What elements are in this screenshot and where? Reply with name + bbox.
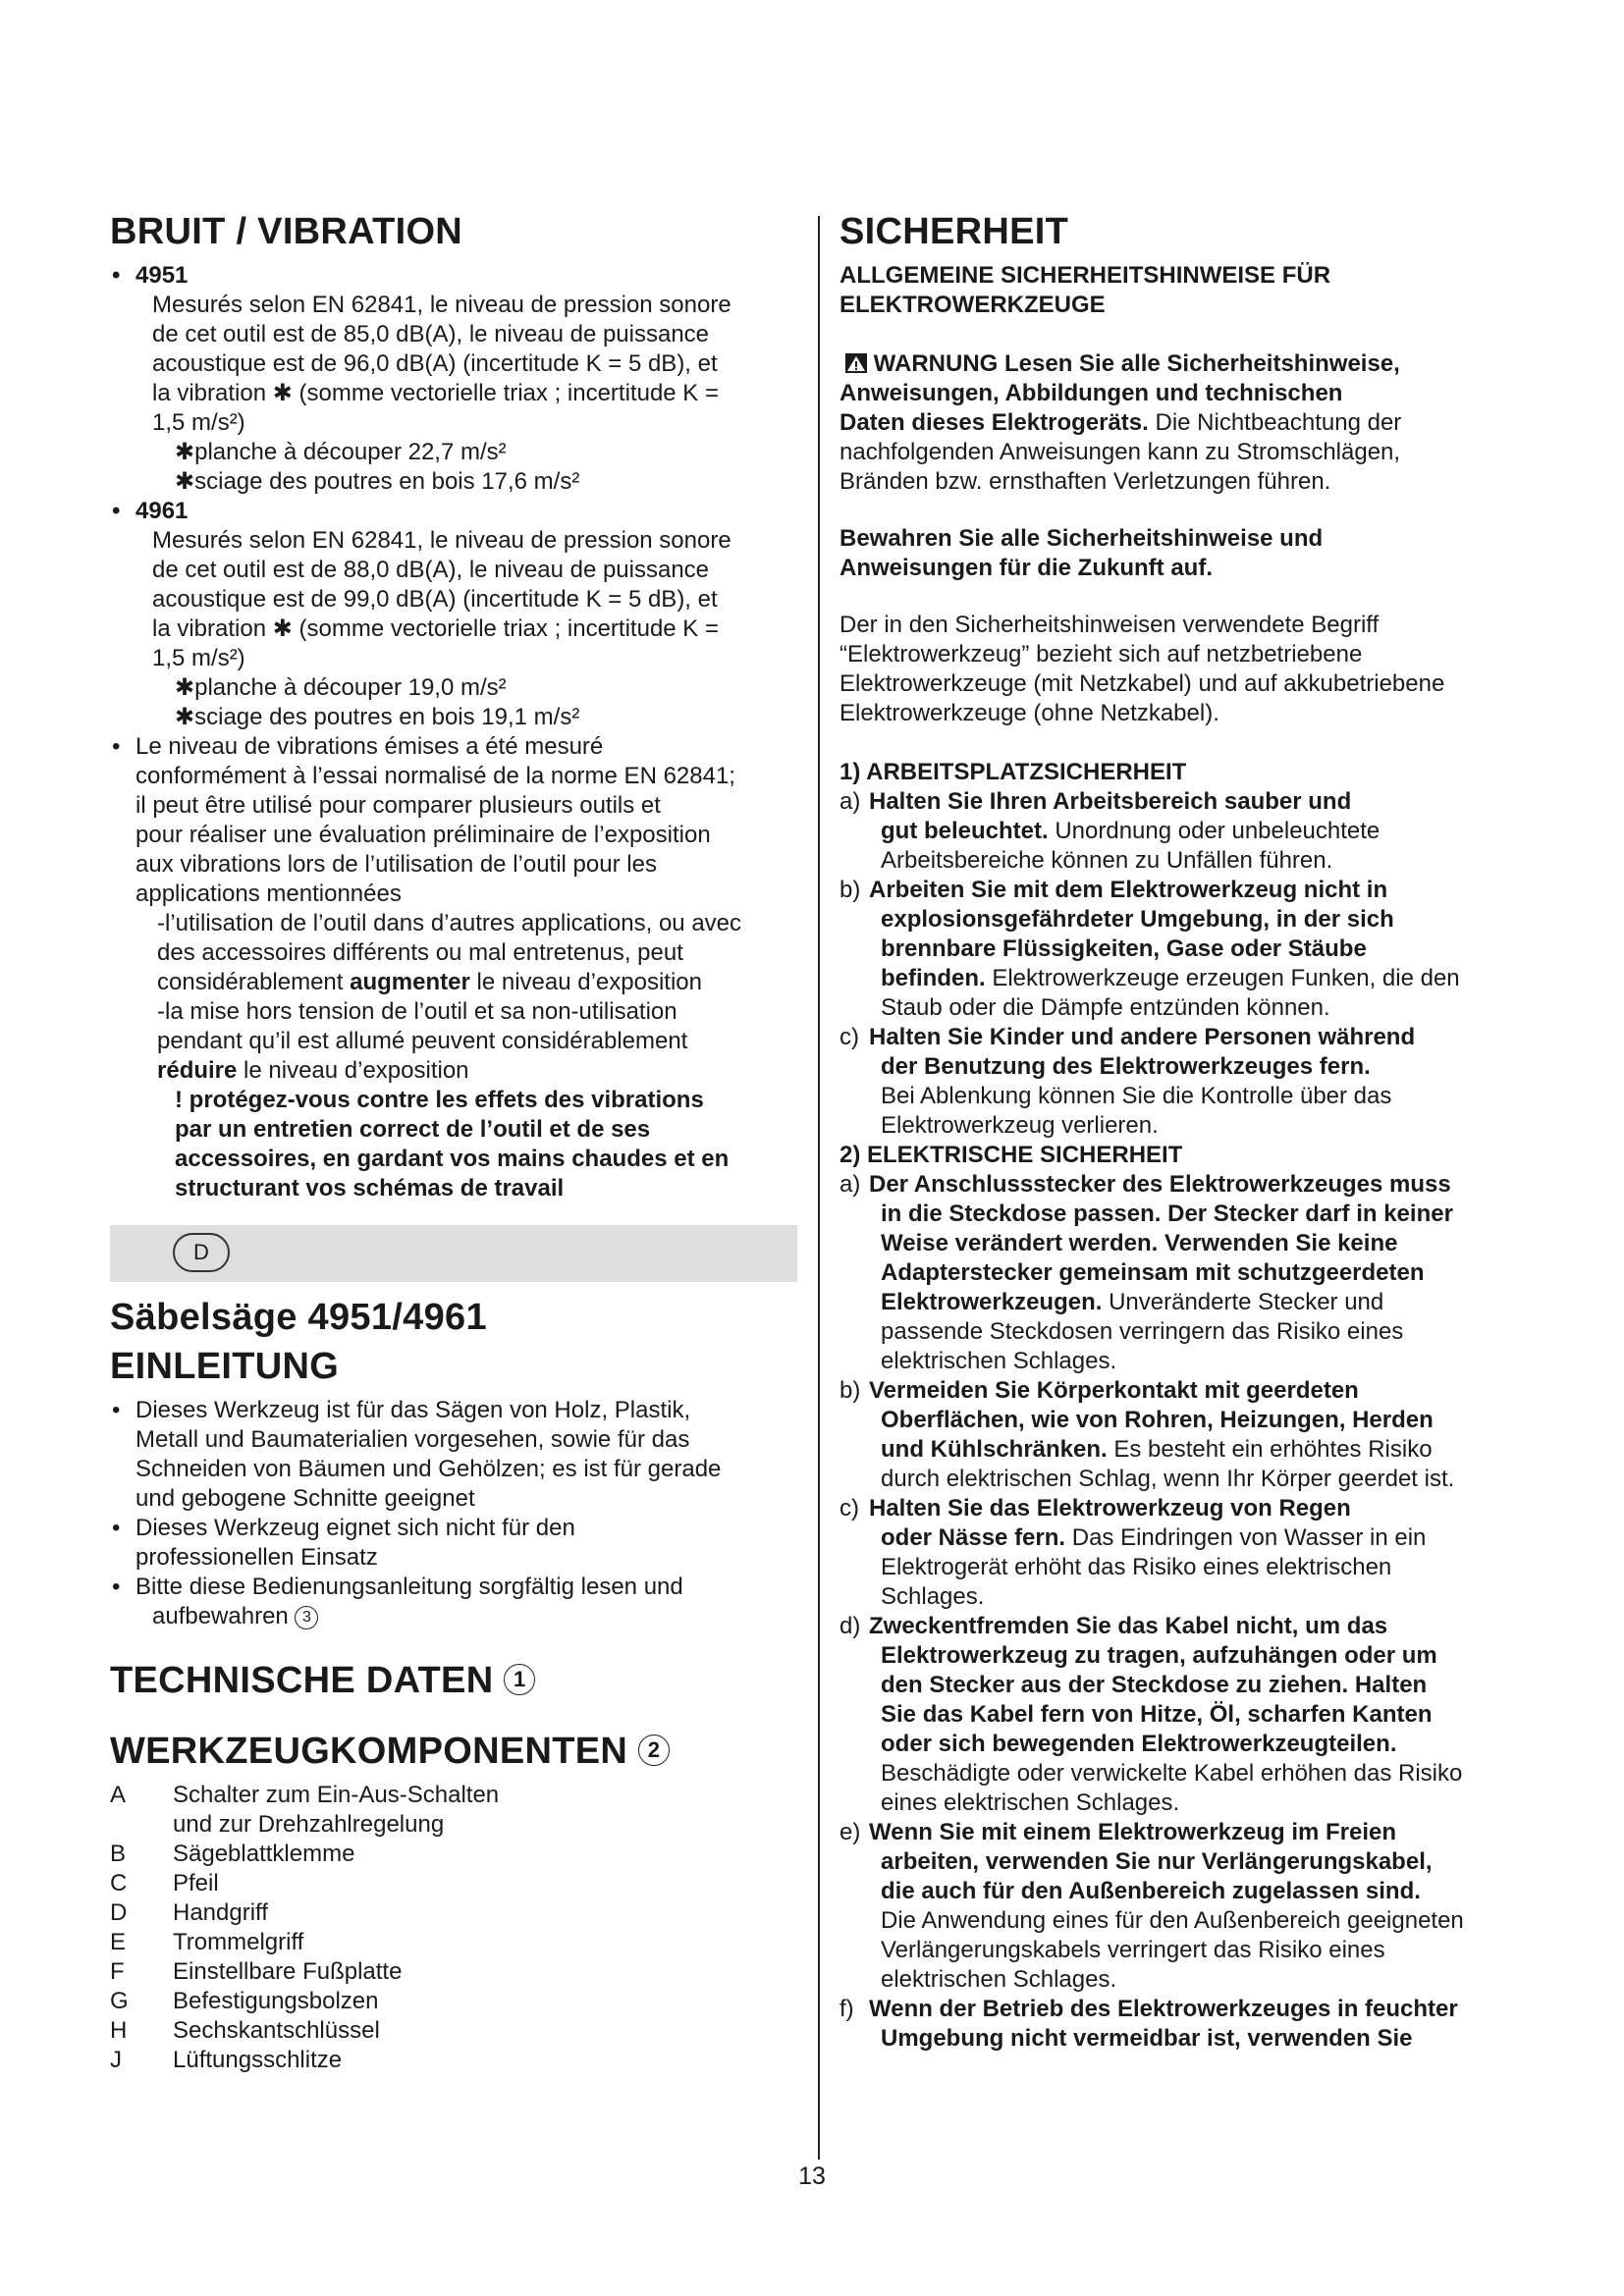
item-line: Umgebung nicht vermeidbar ist, verwenden Sie [881,2025,1413,2052]
sec1-item-c [839,1023,1527,1141]
item-line: elektrischen Schlages. [881,1966,1117,1993]
component-key: D [110,1899,128,1926]
text-line: Mesurés selon EN 62841, le niveau de pression sonore [152,292,731,318]
item-line: Zweckentfremden Sie das Kabel nicht, um das [869,1613,1388,1639]
sec2-item-a [839,1170,1527,1376]
model-4961-text [110,526,797,673]
product-title: Säbelsäge 4951/4961 [110,1297,487,1338]
component-row [110,1869,797,1898]
component-key: B [110,1841,127,1867]
component-key: G [110,1988,129,2014]
warn-l1: WARNUNG Lesen Sie alle Sicherheitshinweise, [873,350,1400,377]
inc-bold: augmenter [350,969,470,995]
vibration-reduce-last [157,1056,797,1086]
component-key: F [110,1958,125,1985]
text-line: de cet outil est de 85,0 dB(A), le niveau de puissance [152,321,710,347]
text-line: par un entretien correct de l’outil et de ses [175,1116,651,1143]
item-body [869,1818,1527,1995]
text-line: la vibration ✱ (somme vectorielle triax ; incertitude K = [152,615,719,642]
item-key: c) [839,1024,859,1050]
text-line: ! protégez-vous contre les effets des vibrations [175,1087,704,1113]
intro-b3-line2 [135,1602,797,1631]
item-line: Arbeitsbereiche können zu Unfällen führen. [881,847,1333,874]
item-body [869,1494,1527,1612]
tech-title-text: TECHNISCHE DATEN [110,1660,494,1701]
item-line: oder sich bewegenden Elektrowerkzeugteilen. [881,1731,1397,1757]
item-line: die auch für den Außenbereich zugelassen sind. [881,1878,1421,1904]
sec2-item-c [839,1494,1527,1612]
item-line: explosionsgefährdeter Umgebung, in der sich [881,906,1394,933]
item-key: d) [839,1613,861,1639]
warning-line-2: Anweisungen, Abbildungen und technischen [839,380,1343,406]
language-band [110,1225,797,1282]
model-4961-vib1: ✱planche à découper 19,0 m/s² [175,674,507,701]
item-line: Elektrowerkzeugen. Unveränderte Stecker und [881,1289,1384,1315]
component-label: Sägeblattklemme [173,1841,355,1867]
text-line: -l’utilisation de l’outil dans d’autres applications, ou avec [157,910,742,936]
warn-l3-bold: Daten dieses Elektrogeräts. [839,409,1149,436]
text-line: Bränden bzw. ernsthaften Verletzungen führen. [839,468,1331,495]
warn-l3-rest: Die Nichtbeachtung der [1148,409,1402,436]
model-4961-block [110,497,797,732]
vibration-increase-note [110,909,797,997]
item-line: Vermeiden Sie Körperkontakt mit geerdeten [869,1377,1359,1404]
text-line: Bewahren Sie alle Sicherheitshinweise und [839,525,1324,552]
text-line: -la mise hors tension de l’outil et sa non-utilisation [157,998,677,1025]
tech-data-title [110,1657,797,1704]
component-key: H [110,2017,128,2044]
item-line: elektrischen Schlages. [881,1348,1117,1374]
component-key: J [110,2047,122,2073]
sec2-item-b [839,1376,1527,1494]
text-line: Mesurés selon EN 62841, le niveau de pression sonore [152,527,731,554]
safety-subtitle-1: ALLGEMEINE SICHERHEITSHINWEISE FÜR [839,262,1331,289]
language-badge: D [173,1233,230,1272]
component-key: E [110,1929,127,1955]
text-line: il peut être utilisé pour comparer plusieurs outils et [135,792,661,819]
item-line: eines elektrischen Schlages. [881,1789,1180,1816]
item-line: brennbare Flüssigkeiten, Gase oder Stäube [881,935,1367,962]
text-line: accessoires, en gardant vos mains chaudes et en [175,1146,730,1172]
text-line: Schneiden von Bäumen und Gehölzen; es ist für gerade [135,1456,722,1482]
item-body [869,1612,1527,1818]
component-row [110,1957,797,1987]
item-body [869,1170,1527,1376]
item-key: f) [839,1996,854,2022]
column-divider [818,216,820,2160]
text-line: acoustique est de 96,0 dB(A) (incertitude K = 5 dB), et [152,350,718,377]
components-list [110,1781,797,2075]
comp-title-text: WERKZEUGKOMPONENTEN [110,1731,628,1772]
item-line: Halten Sie Ihren Arbeitsbereich sauber und [869,788,1352,815]
component-key: A [110,1782,127,1808]
text-line: Elektrowerkzeuge (mit Netzkabel) und auf akkubetriebene [839,670,1445,697]
vibration-reduce-note [110,997,797,1086]
item-line: befinden. Elektrowerkzeuge erzeugen Funken, die den [881,965,1460,991]
text-line: de cet outil est de 88,0 dB(A), le niveau de puissance [152,557,710,583]
section-2-title: 2) ELEKTRISCHE SICHERHEIT [839,1142,1183,1168]
red-post: le niveau d’exposition [237,1057,469,1084]
text-line: “Elektrowerkzeug” bezieht sich auf netzbetriebene [839,641,1363,667]
item-body [869,1023,1527,1141]
component-row [110,2016,797,2046]
components-title [110,1728,797,1775]
text-line: 1,5 m/s²) [152,645,245,671]
component-label: Sechskantschlüssel [173,2017,380,2044]
vibration-increase-last [157,968,797,997]
item-line: Oberflächen, wie von Rohren, Heizungen, Herden [881,1407,1434,1433]
item-line: Beschädigte oder verwickelte Kabel erhöhen das Risiko [881,1760,1463,1787]
item-line: Elektrowerkzeug verlieren. [881,1112,1159,1139]
text-line: des accessoires différents ou mal entretenus, peut [157,939,683,966]
term-definition [839,611,1527,728]
item-key: b) [839,1377,861,1404]
text-line: professionellen Einsatz [135,1544,378,1571]
sec1-item-a [839,787,1527,876]
item-line: durch elektrischen Schlag, wenn Ihr Körper geerdet ist. [881,1466,1455,1492]
safety-subtitle [839,261,1527,320]
item-line: und Kühlschränken. Es besteht ein erhöhtes Risiko [881,1436,1433,1463]
item-line: Der Anschlussstecker des Elektrowerkzeuges muss [869,1171,1451,1198]
item-body [869,1995,1527,2054]
component-row [110,1898,797,1928]
item-line: Staub oder die Dämpfe entzünden können. [881,994,1330,1021]
item-line: Schlages. [881,1583,985,1610]
text-line: Der in den Sicherheitshinweisen verwendete Begriff [839,612,1380,638]
item-line: gut beleuchtet. Unordnung oder unbeleuchtete [881,818,1380,844]
vibration-reduce-lines [157,997,797,1056]
intro-b3-line1: • Bitte diese Bedienungsanleitung sorgfältig lesen und [135,1574,683,1600]
component-key: C [110,1870,128,1896]
intro-title: EINLEITUNG [110,1346,340,1387]
item-line: Halten Sie das Elektrowerkzeug von Regen [869,1495,1351,1522]
text-line: Elektrowerkzeuge (ohne Netzkabel). [839,700,1219,726]
item-line: arbeiten, verwenden Sie nur Verlängerungskabel, [881,1848,1433,1875]
item-line: passende Steckdosen verringern das Risiko eines [881,1318,1404,1345]
text-line: Anweisungen für die Zukunft auf. [839,555,1213,581]
item-line: Adapterstecker gemeinsam mit schutzgeerdeten [881,1259,1425,1286]
component-row [110,1840,797,1869]
intro-bullet-3 [110,1573,797,1631]
text-line: acoustique est de 99,0 dB(A) (incertitude K = 5 dB), et [152,586,718,613]
model-4951-text [110,291,797,438]
item-key: b) [839,877,861,903]
item-line: Elektrowerkzeug zu tragen, aufzuhängen oder um [881,1642,1437,1669]
item-line: oder Nässe fern. Das Eindringen von Wasser in ein [881,1524,1427,1551]
item-line: Die Anwendung eines für den Außenbereich geeigneten [881,1907,1464,1934]
warning-line-1 [839,349,1527,379]
item-key: e) [839,1819,861,1845]
warning-triangle-icon [845,353,867,373]
text-line: applications mentionnées [135,881,402,907]
component-row [110,1987,797,2016]
text-line: aux vibrations lors de l’utilisation de l’outil pour les [135,851,657,878]
model-4951-label: • 4951 [110,261,797,291]
left-column [110,208,797,2075]
item-line: Wenn Sie mit einem Elektrowerkzeug im Freien [869,1819,1397,1845]
item-key: c) [839,1495,859,1522]
component-label: Handgriff [173,1899,268,1926]
item-line: der Benutzung des Elektrowerkzeuges fern. [881,1053,1371,1080]
bruit-title: BRUIT / VIBRATION [110,211,463,252]
item-body [869,876,1527,1023]
protect-note [110,1086,797,1203]
item-line: Wenn der Betrieb des Elektrowerkzeuges in feuchter [869,1996,1458,2022]
text-line: pour réaliser une évaluation préliminaire de l’exposition [135,822,711,848]
item-line: Bei Ablenkung können Sie die Kontrolle über das [881,1083,1392,1109]
model-4951-vib1: ✱planche à découper 22,7 m/s² [175,439,507,465]
warning-block [839,349,1527,497]
text-line: structurant vos schémas de travail [175,1175,565,1201]
page-number: 13 [798,2163,826,2190]
intro-bullet-2 [110,1514,797,1573]
item-body [869,1376,1527,1494]
safety-subtitle-2: ELEKTROWERKZEUGE [839,292,1106,318]
component-row [110,1781,797,1810]
item-line: Elektrogerät erhöht das Risiko eines elektrischen [881,1554,1392,1580]
component-label: Trommelgriff [173,1929,304,1955]
item-key: a) [839,788,861,815]
item-body [869,787,1527,876]
item-line: Halten Sie Kinder und andere Personen während [869,1024,1416,1050]
component-key [110,1810,173,1840]
ref-1-icon: 1 [504,1664,535,1695]
text-line: 1,5 m/s²) [152,409,245,436]
vibration-bullet [110,732,797,909]
sec2-item-e [839,1818,1527,1995]
keep-instructions [839,524,1527,583]
safety-title: SICHERHEIT [839,211,1069,252]
sec1-item-b [839,876,1527,1023]
sec2-item-d [839,1612,1527,1818]
ref-3-icon: 3 [295,1606,318,1629]
component-label: und zur Drehzahlregelung [173,1811,445,1838]
inc-pre: considérablement [157,969,351,995]
text-line: conformément à l’essai normalisé de la norme EN 62841; [135,763,735,789]
text-line: pendant qu’il est allumé peuvent considérablement [157,1028,688,1054]
text-line: und gebogene Schnitte geeignet [135,1485,475,1512]
component-row [110,1928,797,1957]
component-row [110,1810,797,1840]
intro-bullet-1 [110,1396,797,1514]
item-line: Sie das Kabel fern von Hitze, Öl, scharfen Kanten [881,1701,1433,1728]
text-line: • Dieses Werkzeug eignet sich nicht für den [135,1515,575,1541]
item-line: in die Steckdose passen. Der Stecker darf in keiner [881,1201,1453,1227]
text-line: nachfolgenden Anweisungen kann zu Stromschlägen, [839,439,1401,465]
component-label: Schalter zum Ein-Aus-Schalten [173,1782,500,1808]
text-line: • Le niveau de vibrations émises a été mesuré [135,733,604,760]
vibration-increase-lines [157,909,797,968]
ref-2-icon: 2 [638,1735,670,1766]
warning-rest [839,438,1527,497]
item-line: Verlängerungskabels verringert das Risiko eines [881,1937,1385,1963]
model-4951-block [110,261,797,497]
item-line: den Stecker aus der Steckdose zu ziehen. Halten [881,1672,1428,1698]
section-1-title: 1) ARBEITSPLATZSICHERHEIT [839,759,1187,785]
item-line: Weise verändert werden. Verwenden Sie keine [881,1230,1398,1256]
inc-post: le niveau d’exposition [469,969,702,995]
item-key: a) [839,1171,861,1198]
right-column [839,208,1527,2054]
component-label: Einstellbare Fußplatte [173,1958,403,1985]
component-label: Befestigungsbolzen [173,1988,379,2014]
text-line: • Dieses Werkzeug ist für das Sägen von Holz, Plastik, [135,1397,691,1423]
warning-line-3 [839,408,1527,438]
text-line: Metall und Baumaterialien vorgesehen, sowie für das [135,1426,690,1453]
text-line: la vibration ✱ (somme vectorielle triax ; incertitude K = [152,380,719,406]
intro-b3-text: aufbewahren [152,1603,289,1629]
item-line: Arbeiten Sie mit dem Elektrowerkzeug nicht in [869,877,1388,903]
component-label: Pfeil [173,1870,219,1896]
component-label: Lüftungsschlitze [173,2047,343,2073]
model-4951-vib2: ✱sciage des poutres en bois 17,6 m/s² [175,468,580,495]
component-row [110,2046,797,2075]
model-4961-vib2: ✱sciage des poutres en bois 19,1 m/s² [175,704,580,730]
red-bold: réduire [157,1057,238,1084]
sec2-item-f [839,1995,1527,2054]
model-4961-label: • 4961 [110,497,797,526]
